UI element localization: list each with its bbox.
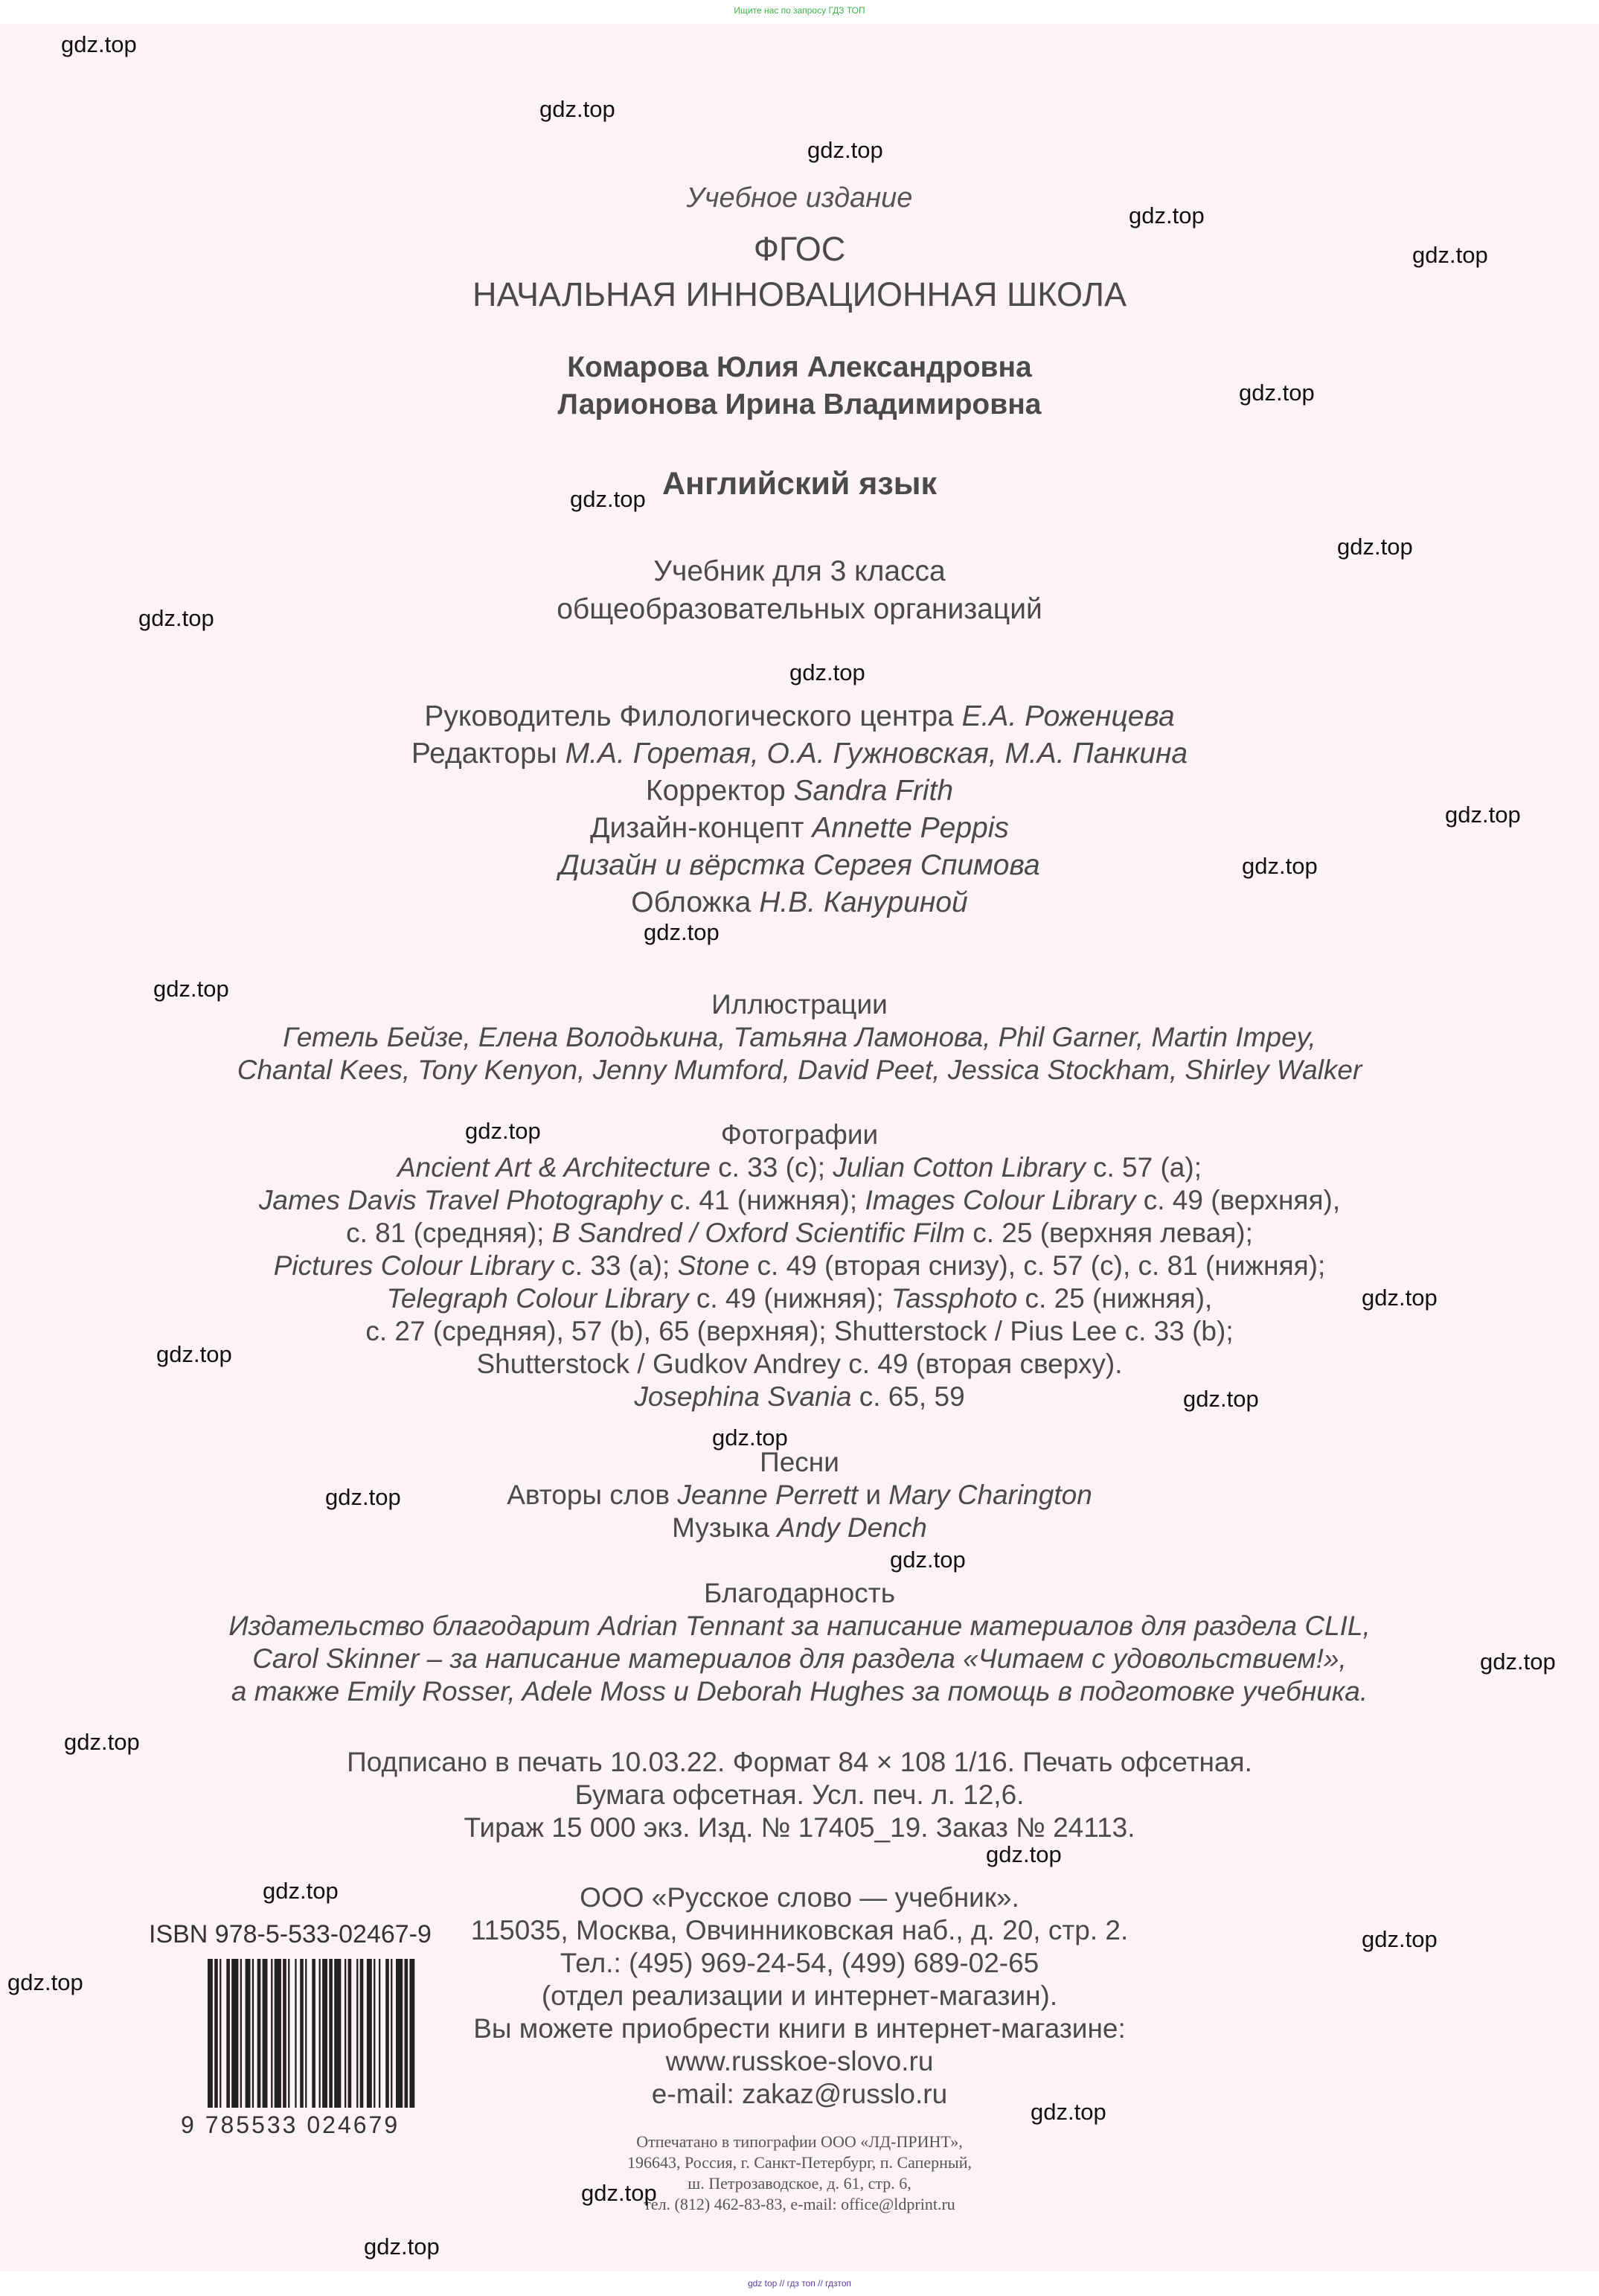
- printer-3: ш. Петрозаводское, д. 61, стр. 6,: [688, 2174, 911, 2193]
- book-description-1: Учебник для 3 класса: [653, 555, 946, 587]
- barcode-bar: [295, 1959, 296, 2108]
- publisher-email: e-mail: zakaz@russlo.ru: [651, 2079, 948, 2109]
- imprint-page: [0, 24, 1599, 2271]
- bottom-banner: gdz top // гдз топ // гдзтоп: [0, 2271, 1599, 2296]
- author-1: Комарова Юлия Александровна: [567, 351, 1032, 383]
- thanks-line-2: Carol Skinner – за написание материалов для раздела «Читаем с удовольствием!»,: [252, 1643, 1347, 1674]
- watermark: gdz.top: [1183, 1386, 1259, 1412]
- photo-credit-line: [0, 1348, 1599, 1381]
- barcode-bar: [360, 1959, 364, 2108]
- watermark: gdz.top: [138, 605, 214, 631]
- credit-role: Руководитель Филологического центра: [424, 700, 954, 732]
- watermark: gdz.top: [581, 2180, 657, 2206]
- photo-credit-line: [0, 1184, 1599, 1217]
- photo-credit-segment: Telegraph Colour Library: [386, 1283, 689, 1314]
- credit-role: Дизайн-концепт: [590, 812, 804, 844]
- photo-credit-segment: Pictures Colour Library: [273, 1250, 554, 1281]
- barcode-bar: [405, 1959, 408, 2108]
- credit-role: Дизайн и вёрстка: [559, 849, 806, 881]
- watermark: gdz.top: [1362, 1926, 1438, 1952]
- print-info-3: Тираж 15 000 экз. Изд. № 17405_19. Заказ № 24113.: [464, 1812, 1135, 1843]
- barcode-bar: [345, 1959, 346, 2108]
- photo-credit-segment: с. 49 (верхняя),: [1135, 1185, 1341, 1215]
- photo-credit-segment: Josephina Svania: [634, 1381, 852, 1412]
- watermark: gdz.top: [1480, 1649, 1556, 1675]
- photo-credit-segment: с. 41 (нижняя);: [662, 1185, 865, 1215]
- top-banner: Ищите нас по запросу ГДЗ ТОП: [0, 0, 1599, 24]
- credit-line: [0, 810, 1599, 847]
- barcode-bar: [275, 1959, 281, 2108]
- barcode-bar: [312, 1959, 315, 2108]
- watermark: gdz.top: [712, 1424, 788, 1451]
- barcode-bar: [374, 1959, 375, 2108]
- watermark: gdz.top: [986, 1841, 1062, 1867]
- photo-credit-line: [0, 1151, 1599, 1184]
- publisher-2: 115035, Москва, Овчинниковская наб., д. 20, стр. 2.: [470, 1915, 1129, 1945]
- watermark: gdz.top: [153, 976, 229, 1002]
- music-author: Andy Dench: [777, 1512, 927, 1543]
- barcode-bar: [208, 1959, 213, 2108]
- watermark: gdz.top: [1031, 2099, 1106, 2125]
- barcode-bar: [367, 1959, 372, 2108]
- watermark: gdz.top: [1412, 242, 1488, 268]
- photo-credit-segment: с. 49 (нижняя);: [688, 1283, 891, 1314]
- barcode-bar: [219, 1959, 221, 2108]
- photos-credits: [0, 1151, 1599, 1413]
- watermark: gdz.top: [890, 1547, 966, 1573]
- illustrations-heading: Иллюстрации: [711, 989, 888, 1020]
- watermark: gdz.top: [539, 96, 615, 122]
- lyrics-and: и: [865, 1480, 881, 1510]
- barcode-bar: [379, 1959, 380, 2108]
- barcode-bar: [305, 1959, 307, 2108]
- credit-name: Н.В. Кануриной: [759, 886, 968, 918]
- thanks-line-3: а также Emily Rosser, Adele Moss и Deborah Hughes за помощь в подготовке учебника.: [231, 1676, 1368, 1707]
- photo-credit-segment: с. 25 (нижняя),: [1017, 1283, 1213, 1314]
- credit-name: Сергея Спимова: [813, 849, 1040, 881]
- songs-lyrics: [0, 1479, 1599, 1512]
- credit-role: Обложка: [631, 886, 752, 918]
- photos-heading: Фотографии: [720, 1119, 879, 1150]
- barcode-bar: [385, 1959, 389, 2108]
- credit-line: [0, 847, 1599, 884]
- thanks-heading: Благодарность: [704, 1578, 895, 1608]
- watermark: gdz.top: [1239, 380, 1315, 406]
- watermark: gdz.top: [1337, 534, 1413, 560]
- barcode-bar: [300, 1959, 304, 2108]
- publisher-1: ООО «Русское слово — учебник».: [580, 1882, 1019, 1913]
- credit-name: Е.А. Роженцева: [961, 700, 1175, 732]
- lyrics-author-2: Mary Charington: [888, 1480, 1092, 1510]
- barcode-bar: [391, 1959, 392, 2108]
- barcode-bar: [283, 1959, 286, 2108]
- thanks-line-1: Издательство благодарит Adrian Tennant за написание материалов для раздела CLIL,: [228, 1611, 1371, 1641]
- watermark: gdz.top: [807, 137, 883, 163]
- credit-role: Редакторы: [411, 738, 557, 770]
- series-title: НАЧАЛЬНАЯ ИННОВАЦИОННАЯ ШКОЛА: [472, 275, 1127, 313]
- barcode-bar: [319, 1959, 321, 2108]
- illustrations-line-1: Гетель Бейзе, Елена Володькина, Татьяна Ламонова, Phil Garner, Martin Impey,: [283, 1022, 1316, 1052]
- barcode-bar: [257, 1959, 261, 2108]
- photo-credit-segment: Tassphoto: [891, 1283, 1018, 1314]
- photo-credit-line: [0, 1315, 1599, 1348]
- barcode-bar: [396, 1959, 403, 2108]
- lyrics-label: Авторы слов: [507, 1480, 670, 1510]
- credit-line: [0, 735, 1599, 773]
- credits-block: [0, 698, 1599, 921]
- watermark: gdz.top: [1445, 802, 1521, 828]
- watermark: gdz.top: [465, 1118, 541, 1144]
- print-info-2: Бумага офсетная. Усл. печ. л. 12,6.: [574, 1779, 1025, 1810]
- watermark: gdz.top: [156, 1341, 232, 1367]
- barcode-bar: [288, 1959, 289, 2108]
- watermark: gdz.top: [7, 1969, 83, 1995]
- barcode-bar: [240, 1959, 242, 2108]
- credit-line: [0, 773, 1599, 810]
- watermark: gdz.top: [789, 659, 865, 685]
- lyrics-author-1: Jeanne Perrett: [677, 1480, 859, 1510]
- credit-name: Annette Peppis: [812, 812, 1009, 844]
- watermark: gdz.top: [364, 2233, 440, 2260]
- printer-1: Отпечатано в типографии ООО «ЛД-ПРИНТ»,: [636, 2132, 963, 2151]
- photo-credit-segment: с. 25 (верхняя левая);: [964, 1218, 1253, 1248]
- book-subject: Английский язык: [661, 466, 937, 502]
- publisher-5: Вы можете приобрести книги в интернет-магазине:: [473, 2013, 1126, 2044]
- printer-4: тел. (812) 462-83-83, e-mail: office@ldprint.ru: [644, 2195, 955, 2213]
- photo-credit-line: [0, 1381, 1599, 1413]
- barcode-bar: [409, 1959, 414, 2108]
- photo-credit-segment: B Sandred / Oxford Scientific Film: [551, 1218, 965, 1248]
- barcode-bar: [252, 1959, 254, 2108]
- publisher-website: www.russkoe-slovo.ru: [665, 2046, 934, 2076]
- printer-2: 196643, Россия, г. Санкт-Петербург, п. Саперный,: [627, 2153, 972, 2172]
- credit-line: [0, 698, 1599, 735]
- watermark: gdz.top: [1242, 853, 1318, 879]
- barcode-bar: [231, 1959, 238, 2108]
- watermark: gdz.top: [64, 1729, 140, 1755]
- credit-role: Корректор: [645, 775, 786, 807]
- watermark: gdz.top: [1362, 1285, 1438, 1311]
- credit-name: Sandra Frith: [793, 775, 954, 807]
- barcode-bar: [329, 1959, 333, 2108]
- credit-line: [0, 884, 1599, 921]
- songs-music: [0, 1512, 1599, 1544]
- publisher-3: Тел.: (495) 969-24-54, (499) 689-02-65: [560, 1948, 1039, 1978]
- photo-credit-line: [0, 1250, 1599, 1282]
- photo-credit-segment: James Davis Travel Photography: [258, 1185, 663, 1215]
- photo-credit-segment: с. 81 (средняя);: [346, 1218, 552, 1248]
- edition-type: Учебное издание: [686, 182, 913, 214]
- isbn-label: ISBN 978-5-533-02467-9: [149, 1920, 432, 1948]
- illustrations-line-2: Chantal Kees, Tony Kenyon, Jenny Mumford, David Peet, Jessica Stockham, Shirley Walker: [237, 1055, 1362, 1085]
- watermark: gdz.top: [325, 1484, 401, 1510]
- barcode-bar: [322, 1959, 327, 2108]
- photo-credit-segment: Images Colour Library: [865, 1185, 1136, 1215]
- author-2: Ларионова Ирина Владимировна: [557, 388, 1042, 420]
- barcode-digits: 9 785533 024679: [181, 2111, 400, 2138]
- barcode-bar: [334, 1959, 341, 2108]
- photo-credit-segment: с. 65, 59: [851, 1381, 965, 1412]
- barcode-bar: [271, 1959, 272, 2108]
- photo-credit-segment: с. 57 (а);: [1085, 1152, 1202, 1183]
- barcode-bar: [356, 1959, 358, 2108]
- photo-credit-segment: Julian Cotton Library: [833, 1152, 1086, 1183]
- watermark: gdz.top: [1129, 202, 1205, 228]
- photo-credit-line: [0, 1217, 1599, 1250]
- publisher-4: (отдел реализации и интернет-магазин).: [541, 1980, 1058, 2011]
- barcode-bar: [348, 1959, 352, 2108]
- watermark: gdz.top: [61, 31, 137, 57]
- watermark: gdz.top: [644, 919, 720, 945]
- barcode-bar: [214, 1959, 218, 2108]
- photo-credit-segment: с. 49 (вторая снизу), с. 57 (с), с. 81 (нижняя);: [749, 1250, 1326, 1281]
- photo-credit-segment: Ancient Art & Architecture: [397, 1152, 711, 1183]
- songs-heading: Песни: [760, 1447, 839, 1477]
- book-description-2: общеобразовательных организаций: [557, 593, 1042, 625]
- photo-credit-segment: с. 27 (средняя), 57 (b), 65 (верхняя); Shutterstock / Pius Lee с. 33 (b);: [365, 1316, 1234, 1346]
- photo-credit-segment: с. 33 (а);: [554, 1250, 678, 1281]
- standard-label: ФГОС: [753, 230, 846, 268]
- barcode-bar: [246, 1959, 251, 2108]
- photo-credit-segment: с. 33 (с);: [710, 1152, 833, 1183]
- photo-credit-segment: Shutterstock / Gudkov Andrey с. 49 (вторая сверху).: [476, 1349, 1123, 1379]
- barcode-bar: [263, 1959, 268, 2108]
- print-info-1: Подписано в печать 10.03.22. Формат 84 × 108 1/16. Печать офсетная.: [347, 1747, 1252, 1777]
- barcode-bar: [226, 1959, 230, 2108]
- watermark: gdz.top: [570, 486, 646, 512]
- credit-name: М.А. Горетая, О.А. Гужновская, М.А. Панкина: [565, 738, 1188, 770]
- photo-credit-segment: Stone: [677, 1250, 750, 1281]
- watermark: gdz.top: [263, 1878, 339, 1904]
- photo-credit-line: [0, 1282, 1599, 1315]
- music-label: Музыка: [672, 1512, 769, 1543]
